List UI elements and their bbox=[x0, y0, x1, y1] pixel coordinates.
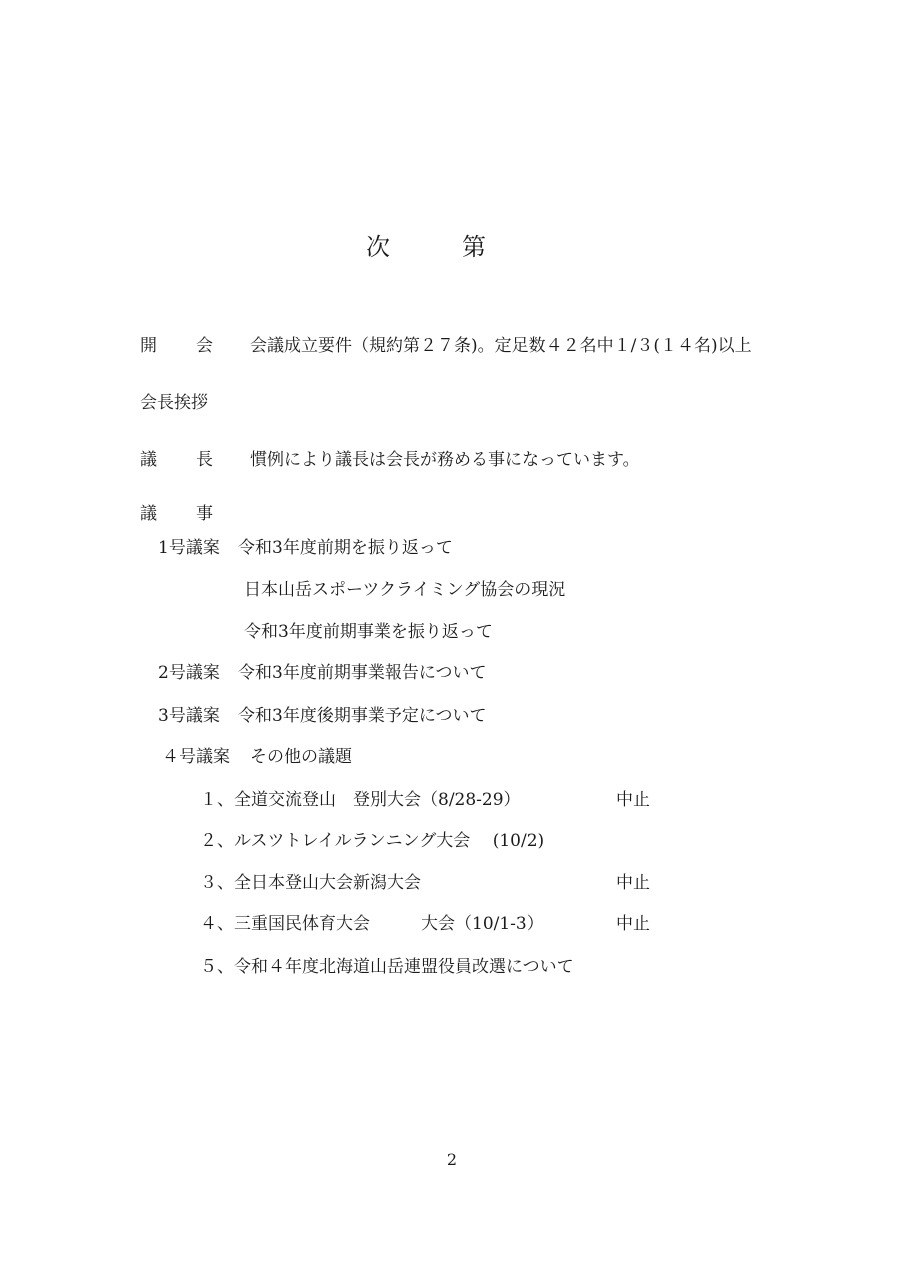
page-number: 2 bbox=[446, 1150, 458, 1169]
other-item-3-text: ３、全日本登山大会新潟大会 bbox=[200, 873, 421, 893]
title-char-1: 次 bbox=[366, 233, 390, 261]
other-item-1-status: 中止 bbox=[616, 790, 650, 810]
chair-text: 慣例により議長は会長が務める事になっています。 bbox=[250, 450, 640, 470]
other-item-1-text: １、全道交流登山 登別大会（8/28-29） bbox=[200, 790, 521, 810]
chair-label-1: 議 bbox=[140, 450, 157, 470]
proceedings-label-1: 議 bbox=[140, 504, 157, 524]
agenda-1-title: 令和3年度前期を振り返って bbox=[238, 538, 453, 558]
opening-label-2: 会 bbox=[196, 336, 213, 356]
agenda-2-label: 2号議案 bbox=[158, 663, 220, 683]
agenda-3-title: 令和3年度後期事業予定について bbox=[238, 706, 487, 726]
agenda-1-label: 1号議案 bbox=[158, 538, 220, 558]
agenda-4-label: ４号議案 bbox=[162, 747, 230, 767]
agenda-1-sub-2: 令和3年度前期事業を振り返って bbox=[244, 622, 493, 642]
title-char-2: 第 bbox=[462, 233, 486, 261]
other-item-3-status: 中止 bbox=[616, 873, 650, 893]
chair-label-2: 長 bbox=[196, 450, 213, 470]
opening-label-1: 開 bbox=[140, 336, 157, 356]
agenda-2-title: 令和3年度前期事業報告について bbox=[238, 663, 487, 683]
other-item-4-status: 中止 bbox=[616, 914, 650, 934]
agenda-1-sub-1: 日本山岳スポーツクライミング協会の現況 bbox=[244, 580, 566, 600]
greeting-label: 会長挨拶 bbox=[140, 393, 208, 413]
page-title bbox=[0, 232, 904, 266]
other-item-4-text: ４、三重国民体育大会 大会（10/1-3） bbox=[200, 914, 544, 934]
other-item-5-text: ５、令和４年度北海道山岳連盟役員改選について bbox=[200, 957, 574, 977]
agenda-3-label: 3号議案 bbox=[158, 706, 220, 726]
opening-text: 会議成立要件（規約第２７条)。定足数４２名中１/３(１４名)以上 bbox=[250, 336, 752, 356]
agenda-4-title: その他の議題 bbox=[250, 747, 352, 767]
other-item-2-text: ２、ルスツトレイルランニング大会 (10/2) bbox=[200, 831, 545, 851]
proceedings-label-2: 事 bbox=[196, 504, 213, 524]
